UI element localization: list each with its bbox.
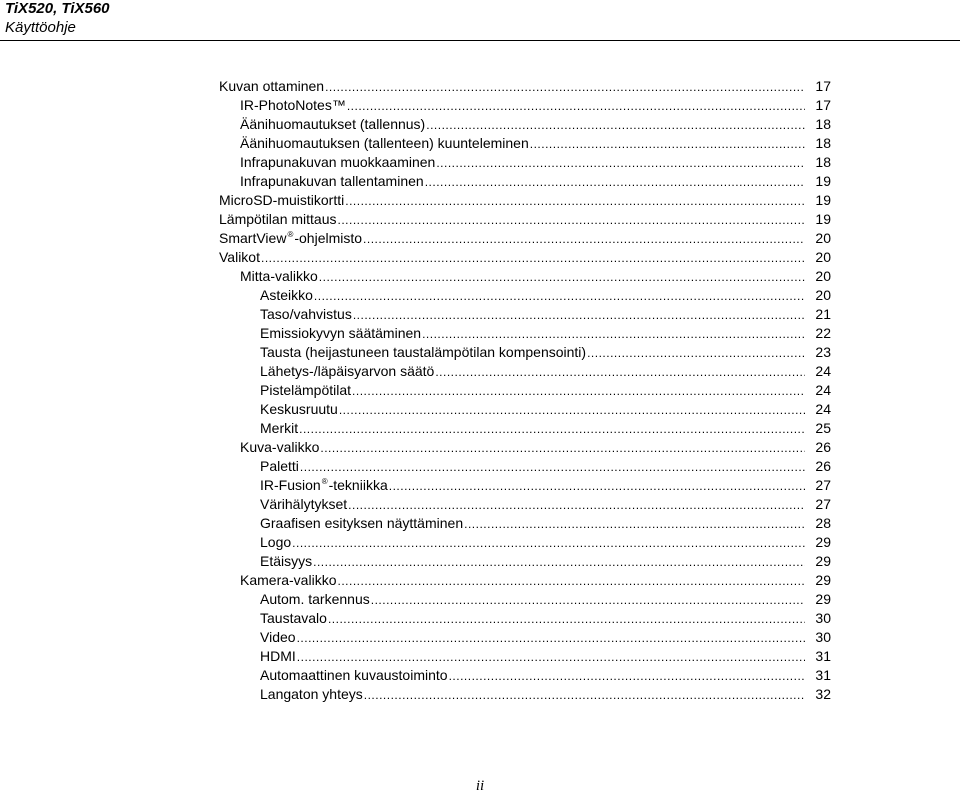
toc-entry-title-suffix: -tekniikka xyxy=(328,477,388,493)
dot-leader xyxy=(348,496,805,515)
toc-entry-title: Värihälytykset xyxy=(260,496,348,512)
toc-entry[interactable] xyxy=(219,115,831,134)
toc-entry[interactable] xyxy=(219,381,831,400)
dot-leader xyxy=(339,401,805,420)
toc-entry-label xyxy=(260,628,296,647)
toc-entry-label xyxy=(260,514,463,533)
toc-entry-title: Infrapunakuvan muokkaaminen xyxy=(240,154,436,170)
toc-entry-page: 24 xyxy=(815,382,831,398)
toc-entry-title: Kuvan ottaminen xyxy=(219,78,325,94)
dot-leader xyxy=(299,420,805,439)
toc-entry-label xyxy=(240,134,529,153)
toc-entry-page: 27 xyxy=(815,496,831,512)
toc-entry[interactable] xyxy=(219,267,831,286)
toc-entry[interactable] xyxy=(219,305,831,324)
toc-entry-page: 31 xyxy=(815,667,831,683)
toc-entry[interactable] xyxy=(219,134,831,153)
toc-entry-title: Kamera-valikko xyxy=(240,572,337,588)
toc-entry-label xyxy=(240,153,435,172)
toc-entry[interactable] xyxy=(219,438,831,457)
toc-entry-title: Valikot xyxy=(219,249,260,265)
toc-entry-page: 26 xyxy=(815,439,831,455)
toc-entry-label xyxy=(260,343,586,362)
dot-leader xyxy=(371,591,805,610)
header-divider xyxy=(0,40,960,41)
toc-entry[interactable] xyxy=(219,476,831,495)
toc-entry-label xyxy=(260,400,338,419)
toc-entry-label xyxy=(260,305,352,324)
toc-entry-page: 29 xyxy=(815,534,831,550)
dot-leader xyxy=(300,458,805,477)
dot-leader xyxy=(328,610,805,629)
document-subtitle: Käyttöohje xyxy=(5,19,76,36)
toc-entry[interactable] xyxy=(219,172,831,191)
toc-entry-title: SmartView xyxy=(219,230,287,246)
toc-entry-label xyxy=(260,609,327,628)
toc-entry-label xyxy=(219,77,324,96)
toc-entry-page: 20 xyxy=(815,249,831,265)
toc-entry[interactable] xyxy=(219,514,831,533)
toc-entry[interactable] xyxy=(219,495,831,514)
toc-entry-title: Logo xyxy=(260,534,292,550)
toc-entry-title: Tausta (heijastuneen taustalämpötilan kompensointi) xyxy=(260,344,587,360)
dot-leader xyxy=(436,154,805,173)
toc-entry-title: HDMI xyxy=(260,648,296,664)
toc-entry-title: IR-PhotoNotes™ xyxy=(240,97,346,113)
toc-entry[interactable] xyxy=(219,324,831,343)
toc-entry-title: Äänihuomautuksen (tallenteen) kuunteleminen xyxy=(240,135,529,151)
toc-entry[interactable] xyxy=(219,419,831,438)
dot-leader xyxy=(530,135,805,154)
toc-entry[interactable] xyxy=(219,248,831,267)
toc-entry-page: 20 xyxy=(815,230,831,246)
dot-leader xyxy=(464,515,805,534)
dot-leader xyxy=(320,439,805,458)
toc-entry-label xyxy=(240,267,318,286)
toc-entry-title: Asteikko xyxy=(260,287,313,303)
toc-entry[interactable] xyxy=(219,685,831,704)
toc-entry-label xyxy=(219,248,260,267)
toc-entry-label xyxy=(260,419,298,438)
toc-entry[interactable] xyxy=(219,77,831,96)
page-header xyxy=(5,0,110,37)
toc-entry-title: IR-Fusion xyxy=(260,477,321,493)
toc-entry-title: Lähetys-/läpäisyarvon säätö xyxy=(260,363,435,379)
toc-entry[interactable] xyxy=(219,628,831,647)
toc-entry-page: 18 xyxy=(815,116,831,132)
toc-entry-label xyxy=(260,381,351,400)
toc-entry-page: 23 xyxy=(815,344,831,360)
dot-leader xyxy=(261,249,805,268)
toc-entry-title: Video xyxy=(260,629,296,645)
dot-leader xyxy=(313,553,805,572)
toc-entry-page: 20 xyxy=(815,268,831,284)
registered-mark: ® xyxy=(321,477,328,487)
toc-entry-title: Äänihuomautukset (tallennus) xyxy=(240,116,426,132)
toc-entry[interactable] xyxy=(219,229,831,248)
toc-entry[interactable] xyxy=(219,647,831,666)
table-of-contents xyxy=(219,77,831,704)
toc-entry-title: Keskusruutu xyxy=(260,401,338,417)
toc-entry-label xyxy=(260,495,347,514)
toc-entry-label xyxy=(240,96,346,115)
dot-leader xyxy=(314,287,805,306)
toc-entry-title: Emissiokyvyn säätäminen xyxy=(260,325,422,341)
toc-entry-label xyxy=(240,571,336,590)
toc-entry-page: 19 xyxy=(815,211,831,227)
toc-entry-title: Merkit xyxy=(260,420,299,436)
dot-leader xyxy=(435,363,805,382)
dot-leader xyxy=(345,192,805,211)
toc-entry-label xyxy=(260,286,313,305)
toc-entry[interactable] xyxy=(219,609,831,628)
toc-entry-title: Taustavalo xyxy=(260,610,327,626)
toc-entry-page: 19 xyxy=(815,173,831,189)
toc-entry-title-suffix: -ohjelmisto xyxy=(294,230,363,246)
toc-entry-page: 29 xyxy=(815,572,831,588)
toc-entry-label xyxy=(260,533,291,552)
page-number: ii xyxy=(475,778,485,794)
toc-entry-page: 31 xyxy=(815,648,831,664)
toc-entry-label xyxy=(240,438,319,457)
toc-entry-page: 25 xyxy=(815,420,831,436)
toc-entry-page: 18 xyxy=(815,135,831,151)
toc-entry-page: 19 xyxy=(815,192,831,208)
toc-entry-title: Taso/vahvistus xyxy=(260,306,352,322)
toc-entry-title: Kuva-valikko xyxy=(240,439,320,455)
dot-leader xyxy=(364,686,805,705)
toc-entry-title: Infrapunakuvan tallentaminen xyxy=(240,173,424,189)
toc-entry-title: Automaattinen kuvaustoiminto xyxy=(260,667,448,683)
toc-entry-label xyxy=(260,590,370,609)
toc-entry-page: 30 xyxy=(815,610,831,626)
toc-entry-title: Lämpötilan mittaus xyxy=(219,211,337,227)
toc-entry-label xyxy=(260,476,388,495)
toc-entry-title: Paletti xyxy=(260,458,299,474)
toc-entry[interactable] xyxy=(219,552,831,571)
toc-entry[interactable] xyxy=(219,286,831,305)
toc-entry-page: 24 xyxy=(815,401,831,417)
toc-entry[interactable] xyxy=(219,666,831,685)
dot-leader xyxy=(389,477,805,496)
toc-entry-label xyxy=(260,685,363,704)
toc-entry-label xyxy=(240,172,424,191)
toc-entry-page: 32 xyxy=(815,686,831,702)
toc-entry-page: 26 xyxy=(815,458,831,474)
toc-entry-page: 17 xyxy=(815,78,831,94)
toc-entry-page: 21 xyxy=(815,306,831,322)
dot-leader xyxy=(426,116,805,135)
toc-entry[interactable] xyxy=(219,590,831,609)
toc-entry-page: 28 xyxy=(815,515,831,531)
document-title: TiX520, TiX560 xyxy=(5,0,110,17)
toc-entry-label xyxy=(240,115,425,134)
dot-leader xyxy=(338,211,805,230)
toc-entry[interactable] xyxy=(219,400,831,419)
toc-entry[interactable] xyxy=(219,191,831,210)
dot-leader xyxy=(297,648,805,667)
dot-leader xyxy=(587,344,805,363)
toc-entry-title: Etäisyys xyxy=(260,553,313,569)
dot-leader xyxy=(425,173,805,192)
toc-entry-label xyxy=(260,324,421,343)
toc-entry-page: 24 xyxy=(815,363,831,379)
dot-leader xyxy=(352,382,805,401)
toc-entry-title: MicroSD-muistikortti xyxy=(219,192,345,208)
toc-entry-title: Graafisen esityksen näyttäminen xyxy=(260,515,464,531)
dot-leader xyxy=(347,97,805,116)
dot-leader xyxy=(449,667,805,686)
dot-leader xyxy=(422,325,805,344)
toc-entry[interactable] xyxy=(219,362,831,381)
toc-entry[interactable] xyxy=(219,96,831,115)
toc-entry[interactable] xyxy=(219,571,831,590)
toc-entry-page: 22 xyxy=(815,325,831,341)
toc-entry[interactable] xyxy=(219,343,831,362)
toc-entry[interactable] xyxy=(219,210,831,229)
toc-entry-label xyxy=(260,552,312,571)
toc-entry-page: 27 xyxy=(815,477,831,493)
dot-leader xyxy=(353,306,805,325)
toc-entry-label xyxy=(219,210,337,229)
toc-entry-title: Pistelämpötilat xyxy=(260,382,352,398)
dot-leader xyxy=(297,629,805,648)
dot-leader xyxy=(319,268,805,287)
toc-entry-label xyxy=(260,647,296,666)
registered-mark: ® xyxy=(287,230,294,240)
toc-entry-title: Autom. tarkennus xyxy=(260,591,370,607)
toc-entry[interactable] xyxy=(219,153,831,172)
toc-entry-label xyxy=(219,229,362,248)
toc-entry-label xyxy=(260,666,448,685)
toc-entry-page: 29 xyxy=(815,591,831,607)
toc-entry-page: 29 xyxy=(815,553,831,569)
dot-leader xyxy=(325,78,805,97)
toc-entry-page: 17 xyxy=(815,97,831,113)
dot-leader xyxy=(363,230,805,249)
toc-entry-title: Langaton yhteys xyxy=(260,686,363,702)
toc-entry[interactable] xyxy=(219,533,831,552)
toc-entry-page: 18 xyxy=(815,154,831,170)
dot-leader xyxy=(292,534,805,553)
toc-entry-label xyxy=(260,457,299,476)
toc-entry-label xyxy=(219,191,344,210)
toc-entry-label xyxy=(260,362,434,381)
toc-entry-title: Mitta-valikko xyxy=(240,268,318,284)
toc-entry-page: 30 xyxy=(815,629,831,645)
toc-entry[interactable] xyxy=(219,457,831,476)
dot-leader xyxy=(337,572,805,591)
toc-entry-page: 20 xyxy=(815,287,831,303)
